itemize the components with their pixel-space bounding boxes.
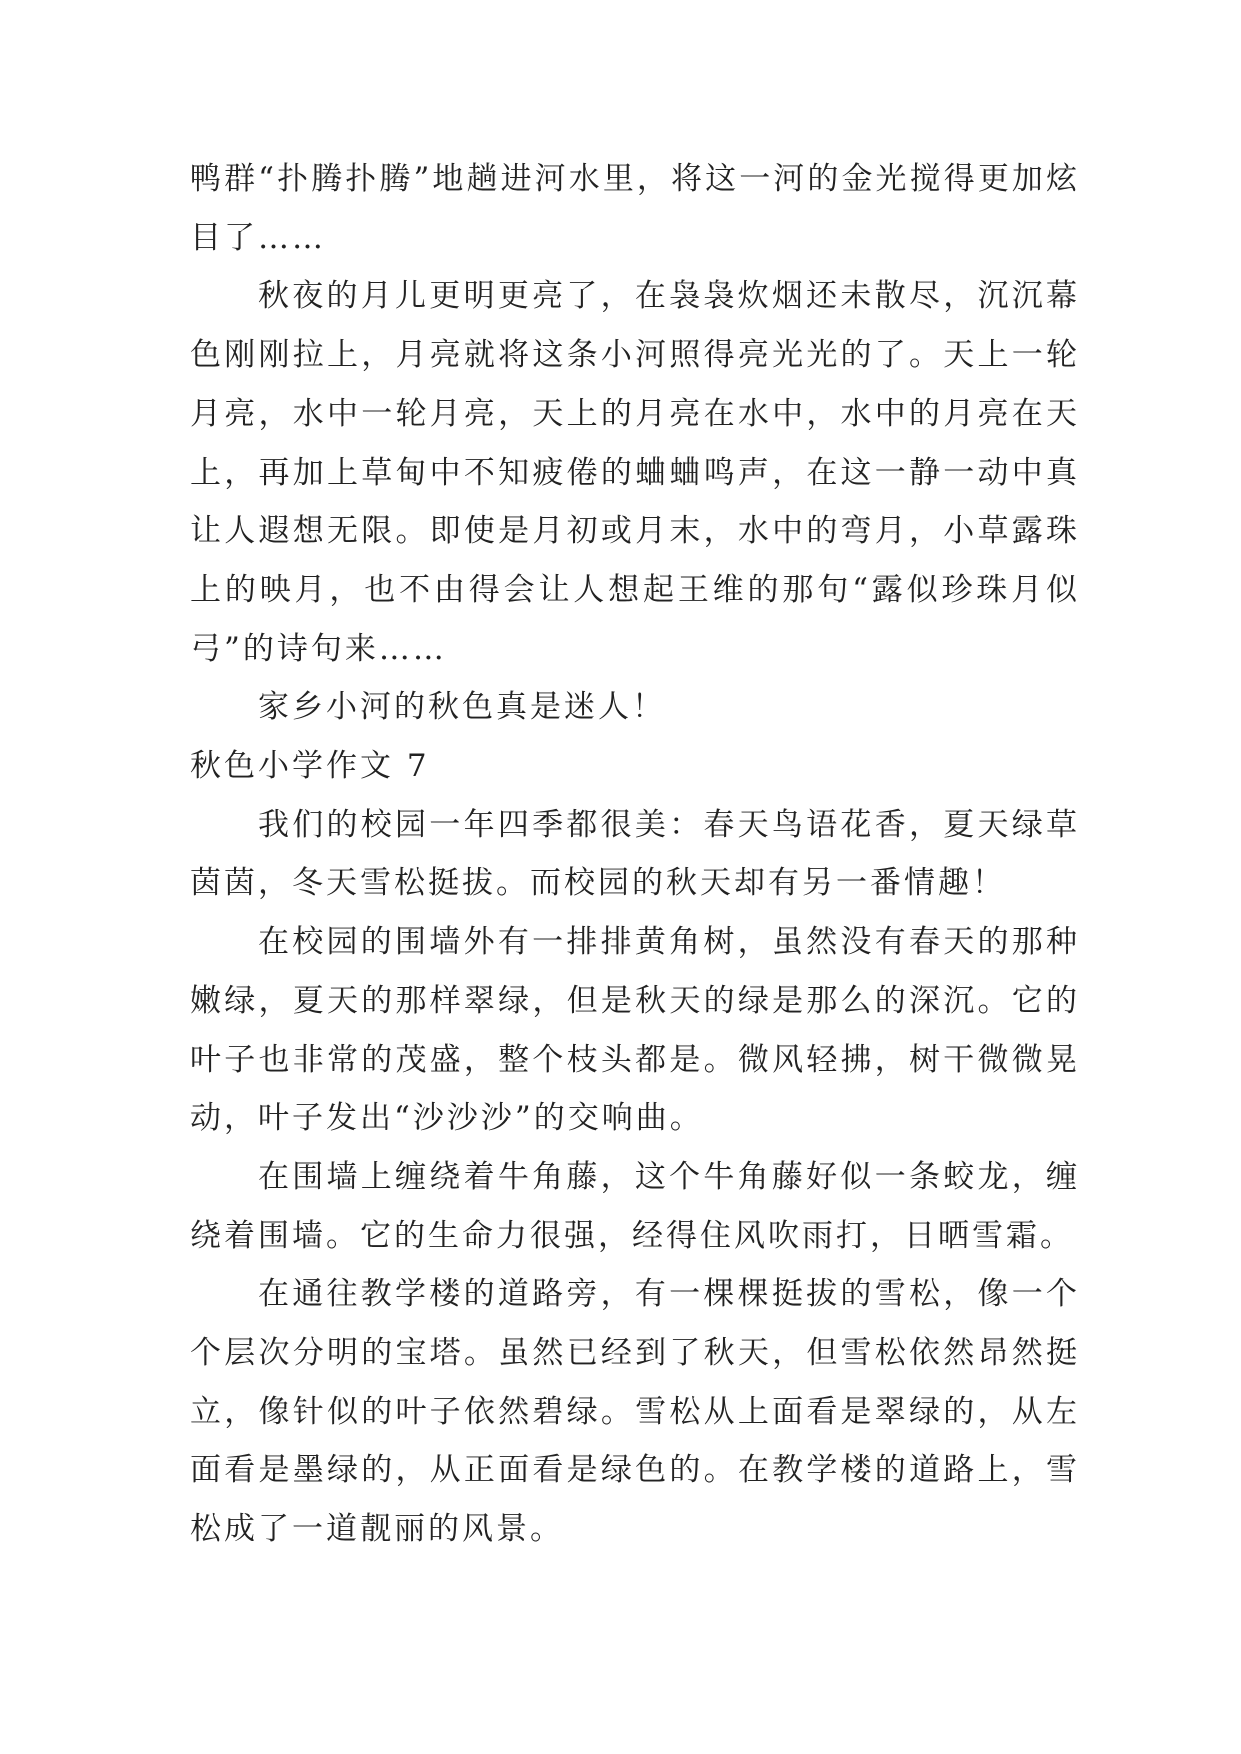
paragraph-niujiao-vine: 在围墙上缠绕着牛角藤，这个牛角藤好似一条蛟龙，缠绕着围墙。它的生命力很强，经得住风吹雨打，日晒雪霜。 xyxy=(190,1158,1080,1254)
paragraph-autumn-night-moon: 秋夜的月儿更明更亮了，在袅袅炊烟还未散尽，沉沉幕色刚刚拉上，月亮就将这条小河照得亮光光的了。天上一轮月亮，水中一轮月亮，天上的月亮在水中，水中的月亮在天上，再加上草甸中不知疲倦的蛐蛐鸣声，在这一静一动中真让人遐想无限。即使是月初或月末，水中的弯月，小草露珠上的映月，也不由得会让人想起王维的那句“露似珍珠月似弓”的诗句来…… xyxy=(190,278,1080,667)
paragraph-duck-river: 鸭群“扑腾扑腾”地趟进河水里，将这一河的金光搅得更加炫目了…… xyxy=(190,161,1080,256)
essay-title: 秋色小学作文 7 xyxy=(190,748,430,785)
paragraph-cedar-trees: 在通往教学楼的道路旁，有一棵棵挺拔的雪松，像一个个层次分明的宝塔。虽然已经到了秋天，但雪松依然昂然挺立，像针似的叶子依然碧绿。雪松从上面看是翠绿的，从左面看是墨绿的，从正面看是绿色的。在教学楼的道路上，雪松成了一道靓丽的风景。 xyxy=(190,1276,1080,1548)
paragraph-huangjiao-trees: 在校园的围墙外有一排排黄角树，虽然没有春天的那种嫩绿，夏天的那样翠绿，但是秋天的绿是那么的深沉。它的叶子也非常的茂盛，整个枝头都是。微风轻拂，树干微微晃动，叶子发出“沙沙沙”的交响曲。 xyxy=(190,924,1080,1137)
document-body xyxy=(190,150,1080,1559)
paragraph-campus-seasons: 我们的校园一年四季都很美：春天鸟语花香，夏天绿草茵茵，冬天雪松挺拔。而校园的秋天却有另一番情趣！ xyxy=(190,806,1080,902)
paragraph-hometown-river: 家乡小河的秋色真是迷人！ xyxy=(258,689,666,726)
